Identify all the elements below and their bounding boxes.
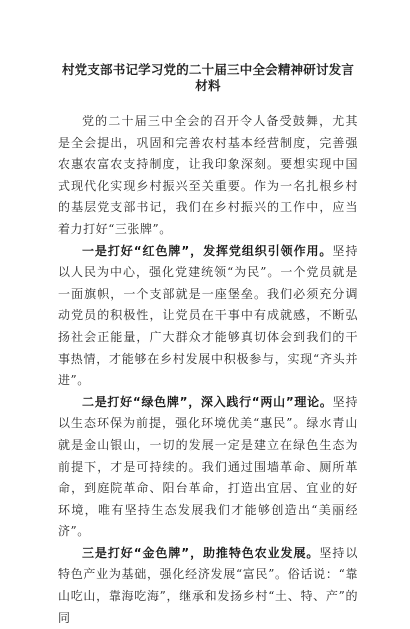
section-body-3: 坚持以特色产业为基础，强化经济发展“富民”。俗话说：“靠山吃山，靠海吃海”，继承和发扬乡村“土、特、产”的同 [58, 545, 359, 625]
section-body-2: 坚持以生态环保为前提，强化环境优美“惠民”。绿水青山就是金山银山，一切的发展一定是建立在绿色生态为前提下，才是可持续的。我们通过围墙革命、厕所革命，到庭院革命、阳台革命，打造出宜居、宜业的好环境，唯有坚持生态发展我们才能够创造出“美丽经济”。 [58, 394, 358, 539]
section-lead-3: 三是打好“金色牌”，助推特色农业发展。 [82, 545, 320, 560]
section-lead-1: 一是打好“红色牌”，发挥党组织引领作用。 [82, 243, 333, 258]
section-paragraph-3 [58, 543, 358, 629]
section-lead-2: 二是打好“绿色牌”，深入践行“两山”理论。 [82, 394, 333, 409]
document-title: 村党支部书记学习党的二十届三中全会精神研讨发言材料 [61, 62, 355, 93]
intro-paragraph: 党的二十届三中全会的召开令人备受鼓舞，尤其是全会提出，巩固和完善农村基本经营制度，完善强农惠农富农支持制度，让我印象深刻。要想实现中国式现代化实现乡村振兴至关重要。作为一名扎根乡村的基层党支部书记，我们在乡村振兴的工作中，应当着力打好“三张牌”。 [58, 114, 358, 236]
section-paragraph-1 [58, 241, 358, 392]
section-paragraph-2 [58, 392, 358, 543]
section-body-1: 坚持以人民为中心，强化党建统领“为民”。一个党员就是一面旗帜，一个支部就是一座堡垒。我们必须充分调动党员的积极性，让党员在干事中有成就感，不断弘扬社会正能量，广大群众才能够真切体会到我们的干事热情，才能够在乡村发展中积极参与，实现“齐头并进”。 [58, 243, 358, 388]
